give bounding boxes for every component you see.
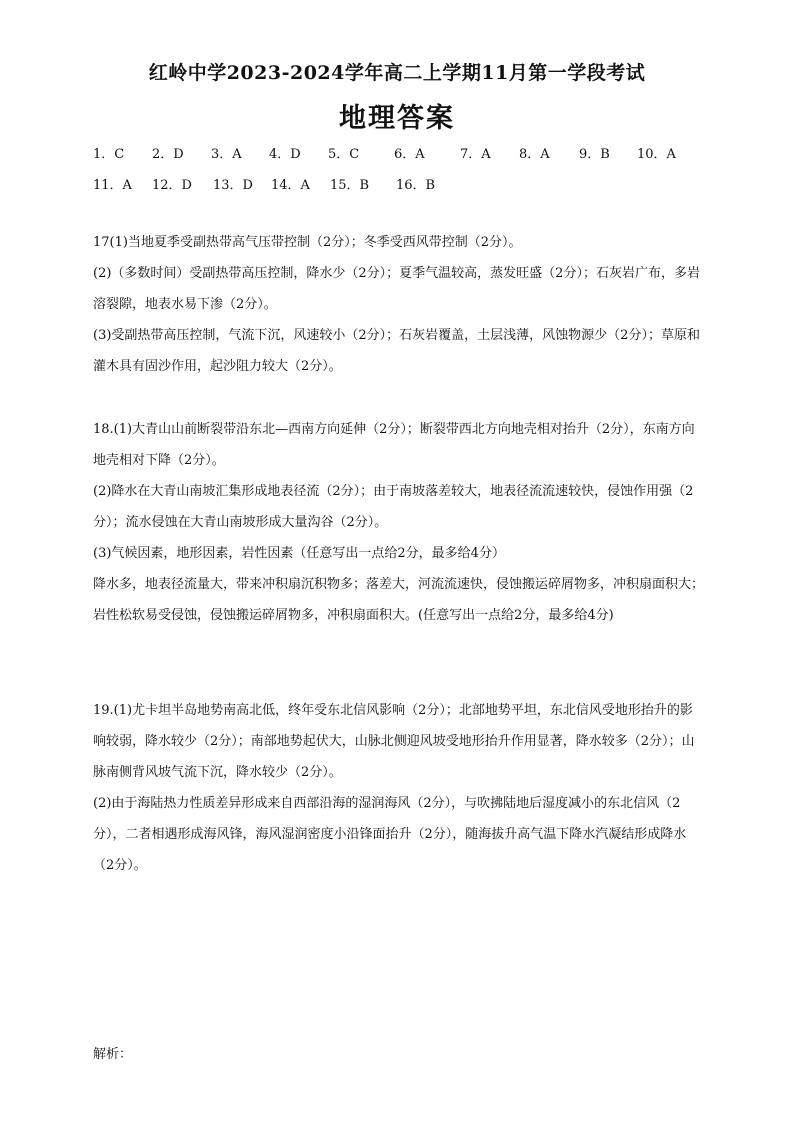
page-title: 红岭中学2023-2024学年高二上学期11月第一学段考试	[148, 62, 646, 84]
answer-paragraph: (2)降水在大青山南坡汇集形成地表径流（2分）；由于南坡落差较大，地表径流流速较快，侵蚀作用强（2分）；流水侵蚀在大青山南坡形成大量沟谷（2分）。	[93, 484, 694, 530]
question-17-answer	[93, 227, 705, 382]
choice-answer: 12．D	[152, 178, 192, 193]
page-subtitle: 地理答案	[339, 103, 455, 134]
choice-answer: 11．A	[93, 178, 132, 193]
choice-answer: 7．A	[460, 147, 491, 162]
choice-answer: 4．D	[269, 147, 301, 162]
answer-paragraph: (2)由于海陆热力性质差异形成来自西部沿海的湿润海风（2分），与吹拂陆地后湿度减小的东北信风（2分），二者相遇形成海风锋，海风湿润密度小沿锋面抬升（2分），随海拔升高气温下降水汽凝结形成降水（2分）。	[93, 796, 687, 873]
choice-answers-row-2	[93, 174, 493, 194]
answer-paragraph: 17(1)当地夏季受副热带高气压带控制（2分）；冬季受西风带控制（2分）。	[93, 235, 522, 250]
answer-paragraph: 降水多，地表径流量大，带来冲积扇沉积物多；落差大，河流流速快，侵蚀搬运碎屑物多，冲积扇面积大；岩性松软易受侵蚀，侵蚀搬运碎屑物多，冲积扇面积大。(任意写出一点给2分，最多给4分)	[93, 577, 705, 623]
choice-answer: 2．D	[152, 147, 184, 162]
question-18-answer	[93, 414, 705, 631]
choice-answer: 8．A	[519, 147, 550, 162]
answer-paragraph: 18.(1)大青山山前断裂带沿东北—西南方向延伸（2分）；断裂带西北方向地壳相对抬升（2分），东南方向地壳相对下降（2分）。	[93, 422, 695, 468]
analysis-label: 解析：	[93, 1047, 133, 1062]
choice-answer: 6．A	[394, 147, 425, 162]
choice-answer: 1．C	[93, 147, 125, 162]
choice-answer: 9．B	[579, 147, 610, 162]
answer-paragraph: (3)气候因素，地形因素，岩性因素（任意写出一点给2分，最多给4分）	[93, 546, 505, 561]
choice-answers-row-1	[93, 143, 713, 163]
choice-answer: 10．A	[637, 147, 676, 162]
choice-answer: 13．D	[213, 178, 253, 193]
answer-paragraph: 19.(1)尤卡坦半岛地势南高北低，终年受东北信风影响（2分）；北部地势平坦，东北信风受地形抬升的影响较弱，降水较少（2分）；南部地势起伏大，山脉北侧迎风坡受地形抬升作用显著，降水较多（2分）；山脉南侧背风坡气流下沉，降水较少（2分）。	[93, 703, 695, 780]
question-19-answer	[93, 695, 705, 881]
answer-paragraph: (3)受副热带高压控制，气流下沉，风速较小（2分）；石灰岩覆盖，土层浅薄，风蚀物源少（2分）；草原和灌木具有固沙作用，起沙阻力较大（2分）。	[93, 328, 700, 374]
choice-answer: 14．A	[271, 178, 310, 193]
choice-answer: 5．C	[328, 147, 360, 162]
choice-answer: 16．B	[396, 178, 436, 193]
choice-answer: 15．B	[330, 178, 370, 193]
answer-paragraph: (2)（多数时间）受副热带高压控制，降水少（2分）；夏季气温较高，蒸发旺盛（2分）；石灰岩广布，多岩溶裂隙，地表水易下渗（2分）。	[93, 266, 700, 312]
choice-answer: 3．A	[211, 147, 242, 162]
